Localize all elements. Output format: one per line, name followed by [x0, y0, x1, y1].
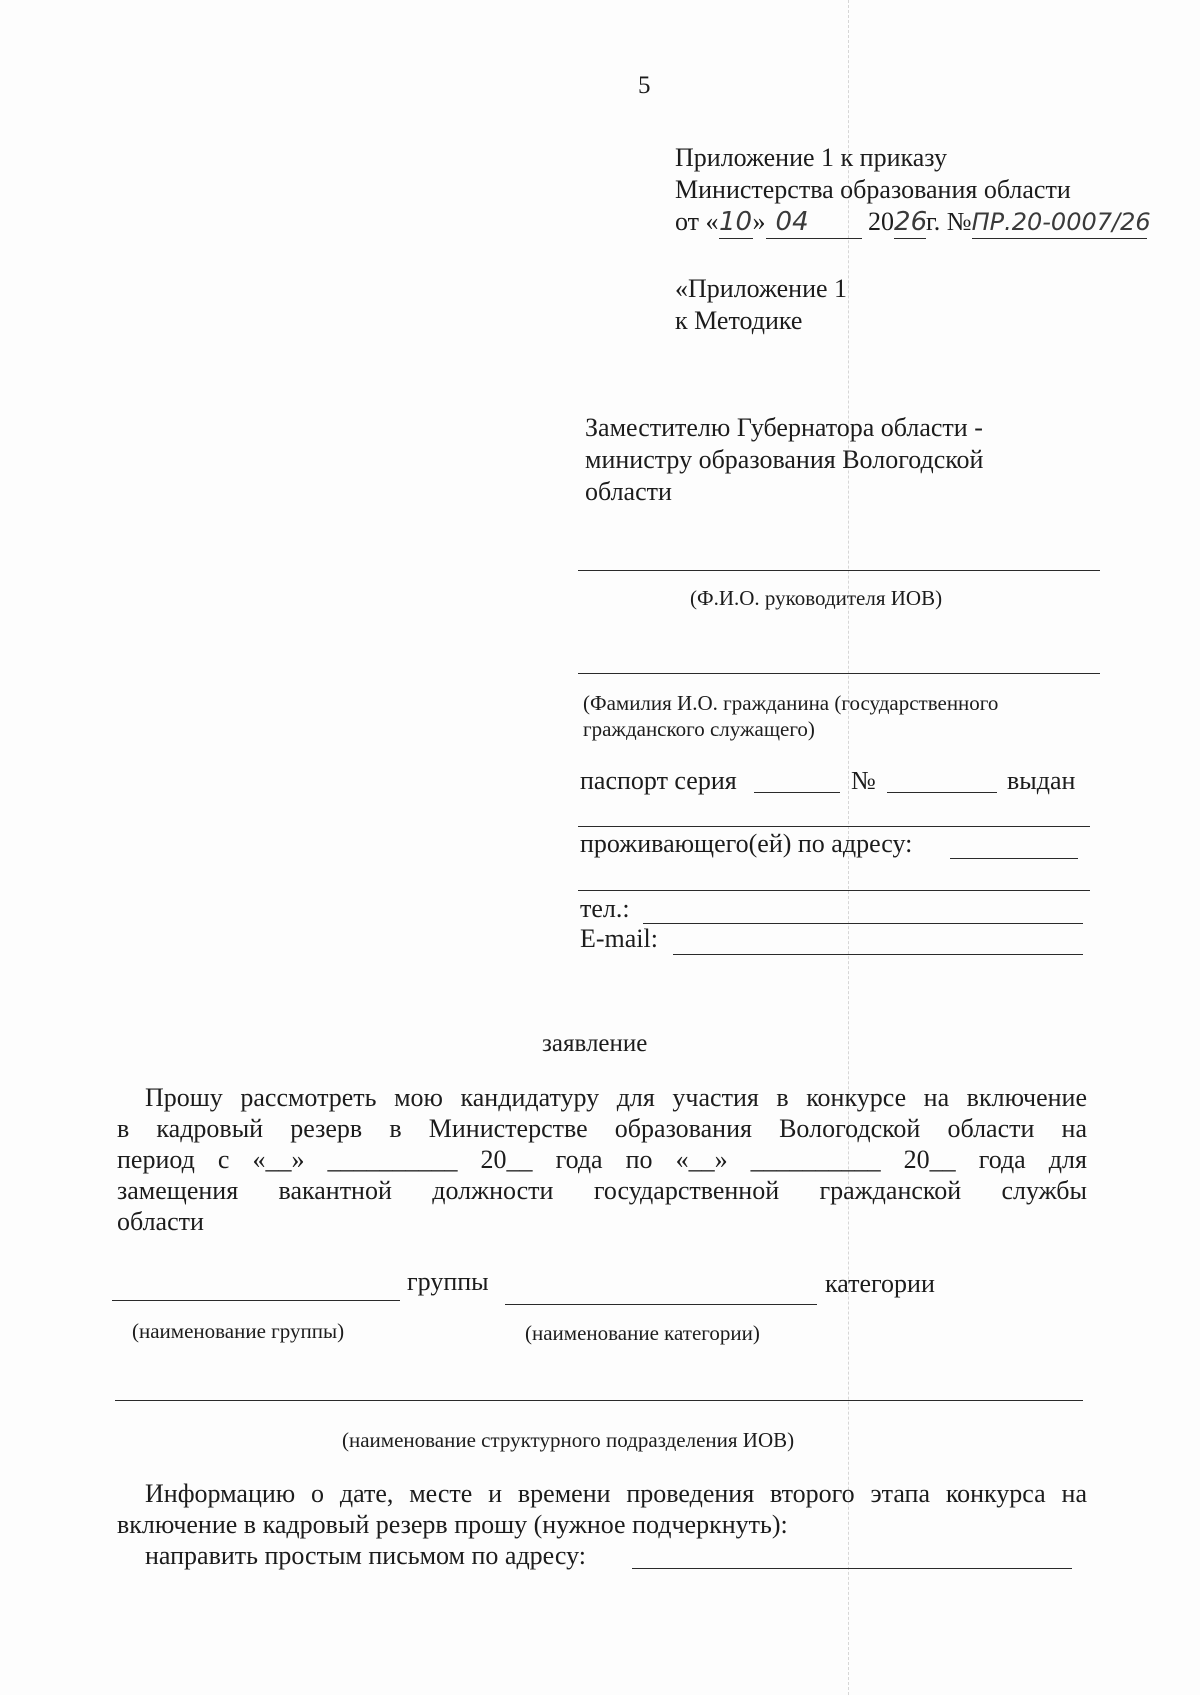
to-word: по: [625, 1145, 653, 1174]
addressee-line1: Заместителю Губернатора области -: [585, 413, 983, 442]
from-year: 20__: [480, 1145, 533, 1174]
order-quote-close: »: [752, 207, 766, 236]
statement-line3: [117, 1144, 1087, 1175]
group-caption: (наименование группы): [132, 1319, 345, 1343]
order-header-line1: Приложение 1 к приказу: [675, 143, 948, 172]
info-line2: включение в кадровый резерв прошу (нужное подчеркнуть):: [117, 1510, 788, 1539]
citizen-caption-1: (Фамилия И.О. гражданина (государственного: [583, 691, 999, 715]
address-label: проживающего(ей) по адресу:: [580, 829, 913, 858]
citizen-caption-2: гражданского служащего): [583, 717, 815, 741]
order-year-suffix: 26: [894, 207, 928, 237]
statement-line5: области: [117, 1207, 204, 1236]
from-month-blank: __________: [327, 1145, 458, 1174]
info-line3: направить простым письмом по адресу:: [145, 1541, 586, 1570]
page-number: 5: [638, 72, 651, 99]
to-day-quote: «__»: [675, 1145, 728, 1174]
order-year-prefix: 20: [868, 207, 895, 236]
category-name-line: [505, 1304, 817, 1305]
passport-series-label: паспорт серия: [580, 766, 737, 795]
group-name-line: [112, 1300, 400, 1301]
mail-address-line: [632, 1568, 1072, 1569]
group-label: группы: [407, 1267, 489, 1296]
addressee-line2: министру образования Вологодской: [585, 445, 984, 474]
passport-number-line: [887, 792, 997, 793]
category-caption: (наименование категории): [525, 1321, 760, 1345]
statement-line2: в кадровый резерв в Министерстве образования Вологодской области на: [117, 1114, 1087, 1143]
address-line-1: [950, 858, 1078, 859]
statement-line1: Прошу рассмотреть мою кандидатуру для участия в конкурсе на включение: [145, 1083, 1087, 1112]
order-day: 10: [718, 207, 753, 237]
order-month: 04: [766, 207, 862, 239]
order-header-line2: Министерства образования области: [675, 175, 1071, 204]
address-line-2: [578, 890, 1090, 891]
email-label: E-mail:: [580, 924, 658, 953]
order-from-prefix: от «: [675, 207, 719, 236]
from-day-quote: «__»: [252, 1145, 305, 1174]
period-word: период: [117, 1145, 195, 1174]
head-name-line: [578, 570, 1100, 571]
to-year: 20__: [903, 1145, 956, 1174]
division-caption: (наименование структурного подразделения ИОВ): [342, 1428, 795, 1452]
passport-series-line: [754, 792, 840, 793]
order-number: ПР.20-0007/26: [972, 207, 1147, 239]
for-word: для: [1048, 1145, 1087, 1174]
passport-number-label: №: [851, 766, 876, 795]
email-line: [673, 954, 1083, 955]
division-name-line: [115, 1400, 1083, 1401]
statement-title: заявление: [542, 1030, 648, 1057]
info-line1: Информацию о дате, месте и времени проведения второго этапа конкурса на: [145, 1479, 1087, 1508]
order-date-line: [675, 206, 1151, 239]
from-word: с: [217, 1145, 230, 1174]
head-name-caption: (Ф.И.О. руководителя ИОВ): [690, 586, 943, 610]
statement-line4: замещения вакантной должности государственной гражданской службы: [117, 1176, 1087, 1205]
year-word-2: года: [978, 1145, 1026, 1174]
methodology-line2: к Методике: [675, 306, 803, 335]
category-label: категории: [825, 1269, 935, 1298]
year-word-1: года: [555, 1145, 603, 1174]
citizen-name-line: [578, 673, 1100, 674]
phone-label: тел.:: [580, 894, 630, 923]
order-year-unit: г. №: [926, 207, 972, 236]
addressee-line3: области: [585, 477, 672, 506]
methodology-line1: «Приложение 1: [675, 274, 848, 303]
issued-by-line: [578, 826, 1090, 827]
phone-line: [643, 923, 1083, 924]
to-month-blank: __________: [750, 1145, 881, 1174]
passport-issued-label: выдан: [1007, 766, 1076, 795]
